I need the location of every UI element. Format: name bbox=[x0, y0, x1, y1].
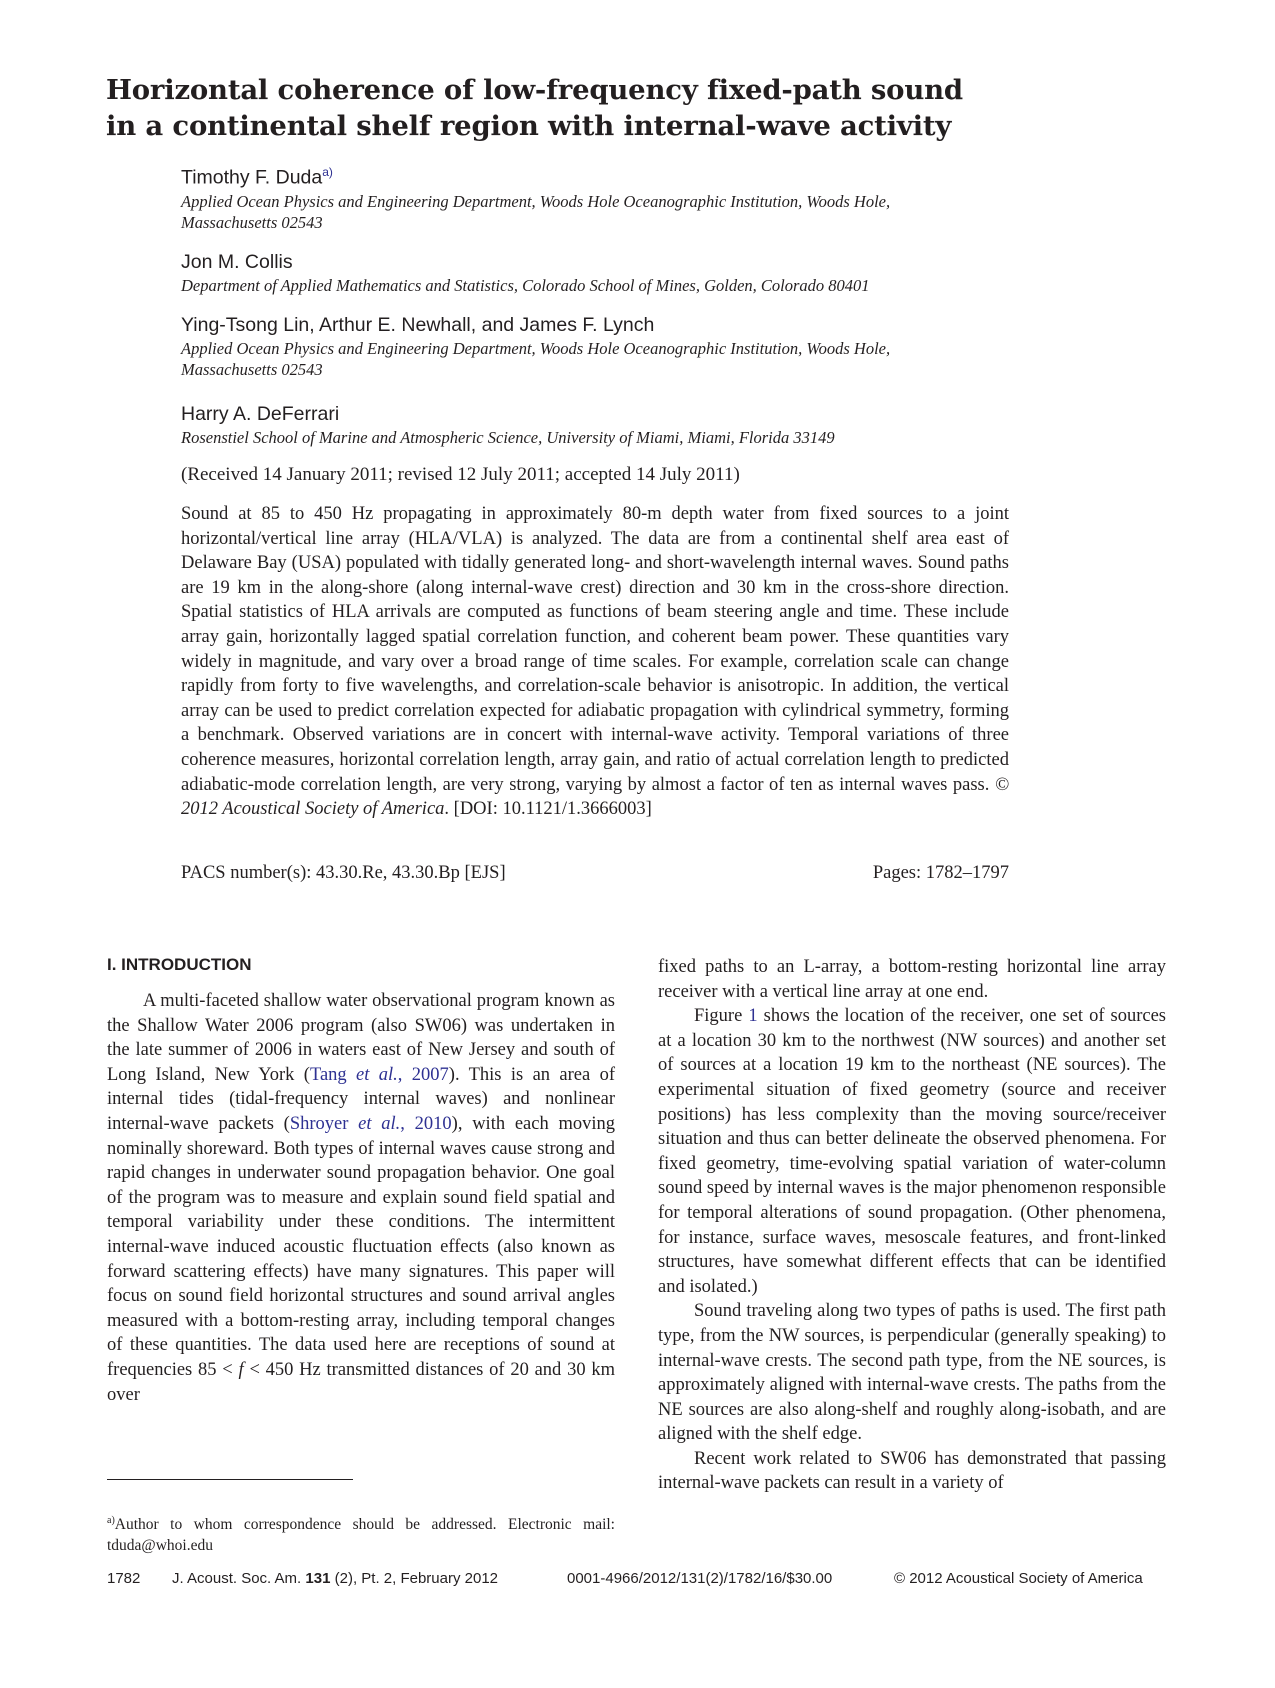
footer-journal: J. Acoust. Soc. Am. 131 (2), Pt. 2, February 2012 bbox=[172, 1570, 499, 1587]
author-name: Ying-Tsong Lin, Arthur E. Newhall, and James F. Lynch bbox=[181, 314, 655, 336]
author-affiliation: Department of Applied Mathematics and Statistics, Colorado School of Mines, Golden, Colorado 80401 bbox=[181, 276, 870, 295]
intro-paragraph-2: Figure 1 shows the location of the receiver, one set of sources at a location 30 km to the northwest (NW sources) and another set of sources at a location 19 km to the northeast (NE sources). The experimental situation of fixed geometry (source and receiver positions) has less complexity than the moving source/receiver situation and thus can better delineate the observed phenomena. For fixed geometry, time-evolving spatial variation of water-column sound speed by internal waves is the major phenomenon responsible for temporal alterations of sound propagation. (Other phenomena, for instance, surface waves, mesoscale features, and front-linked structures, have somewhat different effects that can be identified and isolated.) bbox=[658, 1006, 1166, 1297]
author-block-3 bbox=[181, 313, 1081, 380]
footnote-marker: a) bbox=[107, 1515, 115, 1526]
left-column bbox=[107, 989, 615, 1407]
intro-paragraph-1: A multi-faceted shallow water observational program known as the Shallow Water 2006 program (also SW06) was undertaken in the late summer of 2006 in waters east of New Jersey and south of Long Island, New York (Tang et al., 2007). This is an area of internal tides (tidal-frequency internal waves) and nonlinear internal-wave packets (Shroyer et al., 2010), with each moving nominally shoreward. Both types of internal waves cause strong and rapid changes in underwater sound propagation behavior. One goal of the program was to measure and explain sound field spatial and temporal variability under these conditions. The intermittent internal-wave induced acoustic fluctuation effects (also known as forward scattering effects) have many signatures. This paper will focus on sound field horizontal structures and sound arrival angles measured with a bottom-resting array, including temporal changes of these quantities. The data used here are receptions of sound at frequencies 85 < f < 450 Hz transmitted distances of 20 and 30 km over bbox=[107, 991, 615, 1405]
author-affiliation: Applied Ocean Physics and Engineering Department, Woods Hole Oceanographic Institution, Woods Hole, Massachusetts 02543 bbox=[181, 191, 891, 232]
author-affiliation: Applied Ocean Physics and Engineering Department, Woods Hole Oceanographic Institution, Woods Hole, Massachusetts 02543 bbox=[181, 339, 891, 379]
author-block-1 bbox=[181, 160, 1081, 233]
right-column bbox=[658, 955, 1166, 1496]
doi: [DOI: 10.1121/1.3666003] bbox=[453, 799, 652, 820]
pacs-numbers: PACS number(s): 43.30.Re, 43.30.Bp [EJS] bbox=[181, 863, 506, 883]
author-block-2 bbox=[181, 250, 1081, 296]
abstract: Sound at 85 to 450 Hz propagating in approximately 80-m depth water from fixed sources to a joint horizontal/vertical line array (HLA/VLA) is analyzed. The data are from a continental shelf area east of Delaware Bay (USA) populated with tidally generated long- and short-wavelength internal waves. Sound paths are 19 km in the along-shore (along internal-wave crest) direction and 30 km in the cross-shore direction. Spatial statistics of HLA arrivals are computed as functions of beam steering angle and time. These include array gain, horizontally lagged spatial correlation function, and coherent beam power. These quantities vary widely in magnitude, and vary over a broad range of time scales. For example, correlation scale can change rapidly from forty to five wavelengths, and correlation-scale behavior is anisotropic. In addition, the vertical array can be used to predict correlation expected for adiabatic propagation with cylindrical symmetry, forming a benchmark. Observed variations are in concert with internal-wave activity. Temporal variations of three coherence measures, horizontal correlation length, array gain, and ratio of actual correlation length to predicted adiabatic-mode correlation length, are very strong, varying by almost a factor of ten as internal waves pass. © 2012 Acoustical Society of America. [DOI: 10.1121/1.3666003] bbox=[181, 504, 1009, 820]
abstract-copyright: © 2012 Acoustical Society of America bbox=[181, 774, 1009, 820]
title-line-1: Horizontal coherence of low-frequency fixed-path sound bbox=[106, 74, 963, 106]
figure-link-1[interactable]: 1 bbox=[748, 1006, 758, 1027]
author-affiliation: Rosenstiel School of Marine and Atmospheric Science, University of Miami, Miami, Florida 33149 bbox=[181, 428, 835, 447]
intro-paragraph-3: Sound traveling along two types of paths is used. The first path type, from the NW sources, is perpendicular (generally speaking) to internal-wave crests. The second path type, from the NE sources, is approximately aligned with internal-wave crests. The paths from the NE sources are also along-shelf and roughly along-isobath, and are aligned with the shelf edge. bbox=[658, 1301, 1166, 1445]
footnote-divider bbox=[107, 1479, 353, 1480]
footer-page-number: 1782 bbox=[107, 1570, 141, 1587]
intro-paragraph-continued: fixed paths to an L-array, a bottom-resting horizontal line array receiver with a vertical line array at one end. bbox=[658, 957, 1166, 1002]
intro-paragraph-4: Recent work related to SW06 has demonstrated that passing internal-wave packets can result in a variety of bbox=[658, 1448, 1166, 1494]
citation-link-shroyer[interactable]: Shroyer et al., 2010 bbox=[289, 1113, 452, 1134]
author-footnote-marker[interactable]: a) bbox=[322, 165, 333, 179]
author-block-4 bbox=[181, 402, 1081, 448]
footer-code: 0001-4966/2012/131(2)/1782/16/$30.00 bbox=[567, 1570, 833, 1587]
author-name: Timothy F. Duda$^{a)}$ bbox=[181, 165, 333, 189]
author-name: Jon M. Collis bbox=[181, 251, 293, 273]
section-heading: I. INTRODUCTION bbox=[107, 955, 252, 974]
title-line-2: in a continental shelf region with internal-wave activity bbox=[106, 110, 952, 142]
received-dates: (Received 14 January 2011; revised 12 July 2011; accepted 14 July 2011) bbox=[181, 464, 740, 485]
footnote: $^{a)}$Author to whom correspondence should be addressed. Electronic mail: tduda@whoi.edu bbox=[107, 1515, 615, 1555]
footer-copyright: © 2012 Acoustical Society of America bbox=[894, 1570, 1143, 1587]
page-range: Pages: 1782–1797 bbox=[872, 863, 1009, 883]
paper-title bbox=[106, 72, 1106, 144]
author-name: Harry A. DeFerrari bbox=[181, 403, 340, 425]
citation-link-tang[interactable]: Tang et al., 2007 bbox=[309, 1064, 449, 1085]
